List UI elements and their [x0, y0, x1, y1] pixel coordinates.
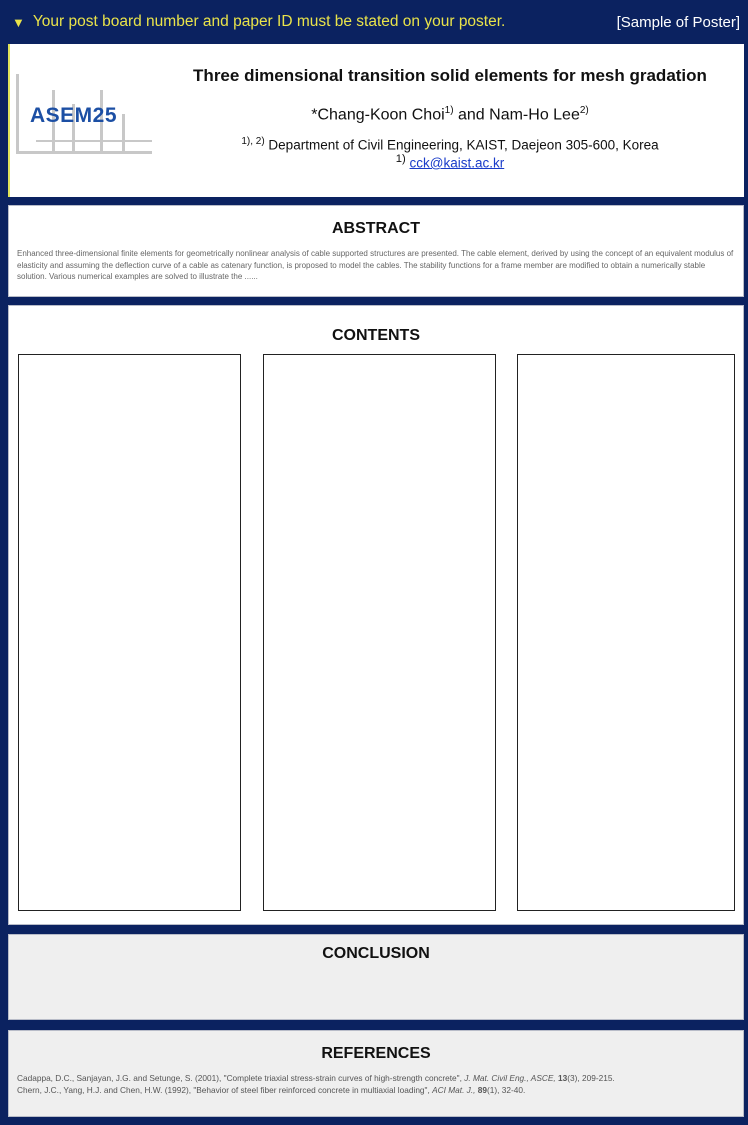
authors	[160, 105, 740, 124]
top-banner	[0, 0, 748, 44]
reference-text: Cadappa, D.C., Sanjayan, J.G. and Setunge, S. (2001), "Complete triaxial stress-strain curves of high-strength concrete",	[17, 1073, 465, 1083]
content-column-3	[517, 354, 735, 911]
contents-panel	[8, 305, 744, 925]
triangle-down-icon: ▼	[12, 14, 25, 30]
logo-bar	[122, 114, 125, 152]
asem-logo	[16, 66, 152, 160]
poster-title: Three dimensional transition solid elements for mesh gradation	[193, 66, 707, 85]
logo-bar	[16, 74, 19, 154]
reference-item	[17, 1085, 735, 1097]
conclusion-heading: CONCLUSION	[322, 945, 430, 962]
banner-notice	[12, 13, 505, 31]
conclusion-panel	[8, 934, 744, 1020]
logo-text: ASEM25	[30, 104, 118, 127]
author-join: and Nam-Ho Lee	[453, 106, 580, 124]
reference-pages: (3), 209-215.	[567, 1073, 615, 1083]
author-1: *Chang-Koon Choi	[311, 106, 445, 124]
reference-list	[17, 1073, 735, 1096]
sample-label: [Sample of Poster]	[616, 13, 740, 31]
references-panel	[8, 1030, 744, 1117]
reference-journal: J. Mat. Civil Eng., ASCE,	[464, 1073, 556, 1083]
contents-heading: CONTENTS	[332, 327, 420, 344]
reference-volume: 13	[555, 1073, 568, 1083]
author-1-sup: 1)	[444, 105, 454, 116]
affiliation	[160, 136, 740, 153]
content-column-1	[18, 354, 241, 911]
author-2-sup: 2)	[579, 105, 589, 116]
reference-pages: (1), 32-40.	[487, 1084, 526, 1095]
banner-notice-text: Your post board number and paper ID must be stated on your poster.	[32, 13, 506, 30]
email-line	[160, 153, 740, 171]
email-link[interactable]: cck@kaist.ac.kr	[409, 155, 505, 171]
affiliation-sup: 1), 2)	[241, 136, 265, 148]
references-heading: REFERENCES	[321, 1045, 431, 1062]
reference-volume: 89	[475, 1084, 487, 1095]
logo-bar	[36, 140, 152, 142]
content-column-2	[263, 354, 496, 911]
logo-bar	[16, 151, 152, 154]
abstract-text: Enhanced three-dimensional finite elements for geometrically nonlinear analysis of cable supported structures are presented. The cable element, derived by using the concept of an equivalent modulus of elasticity and assuming the deflection curve of a cable as catenary function, is proposed to model the cables. The stability functions for a frame member are modified to obtain a numerically stable solution. Various numerical examples are solved to illustrate the ......	[17, 249, 734, 281]
poster-header	[8, 44, 744, 197]
email-sup: 1)	[395, 152, 406, 165]
reference-text: Chern, J.C., Yang, H.J. and Chen, H.W. (1992), "Behavior of steel fiber reinforced concrete in multiaxial loading",	[17, 1084, 433, 1095]
reference-journal: ACI Mat. J.,	[432, 1084, 476, 1095]
affiliation-text: Department of Civil Engineering, KAIST, Daejeon 305-600, Korea	[264, 137, 659, 153]
abstract-heading: ABSTRACT	[332, 220, 420, 237]
reference-item	[17, 1073, 735, 1085]
abstract-panel	[8, 205, 744, 297]
title-block	[160, 66, 740, 170]
